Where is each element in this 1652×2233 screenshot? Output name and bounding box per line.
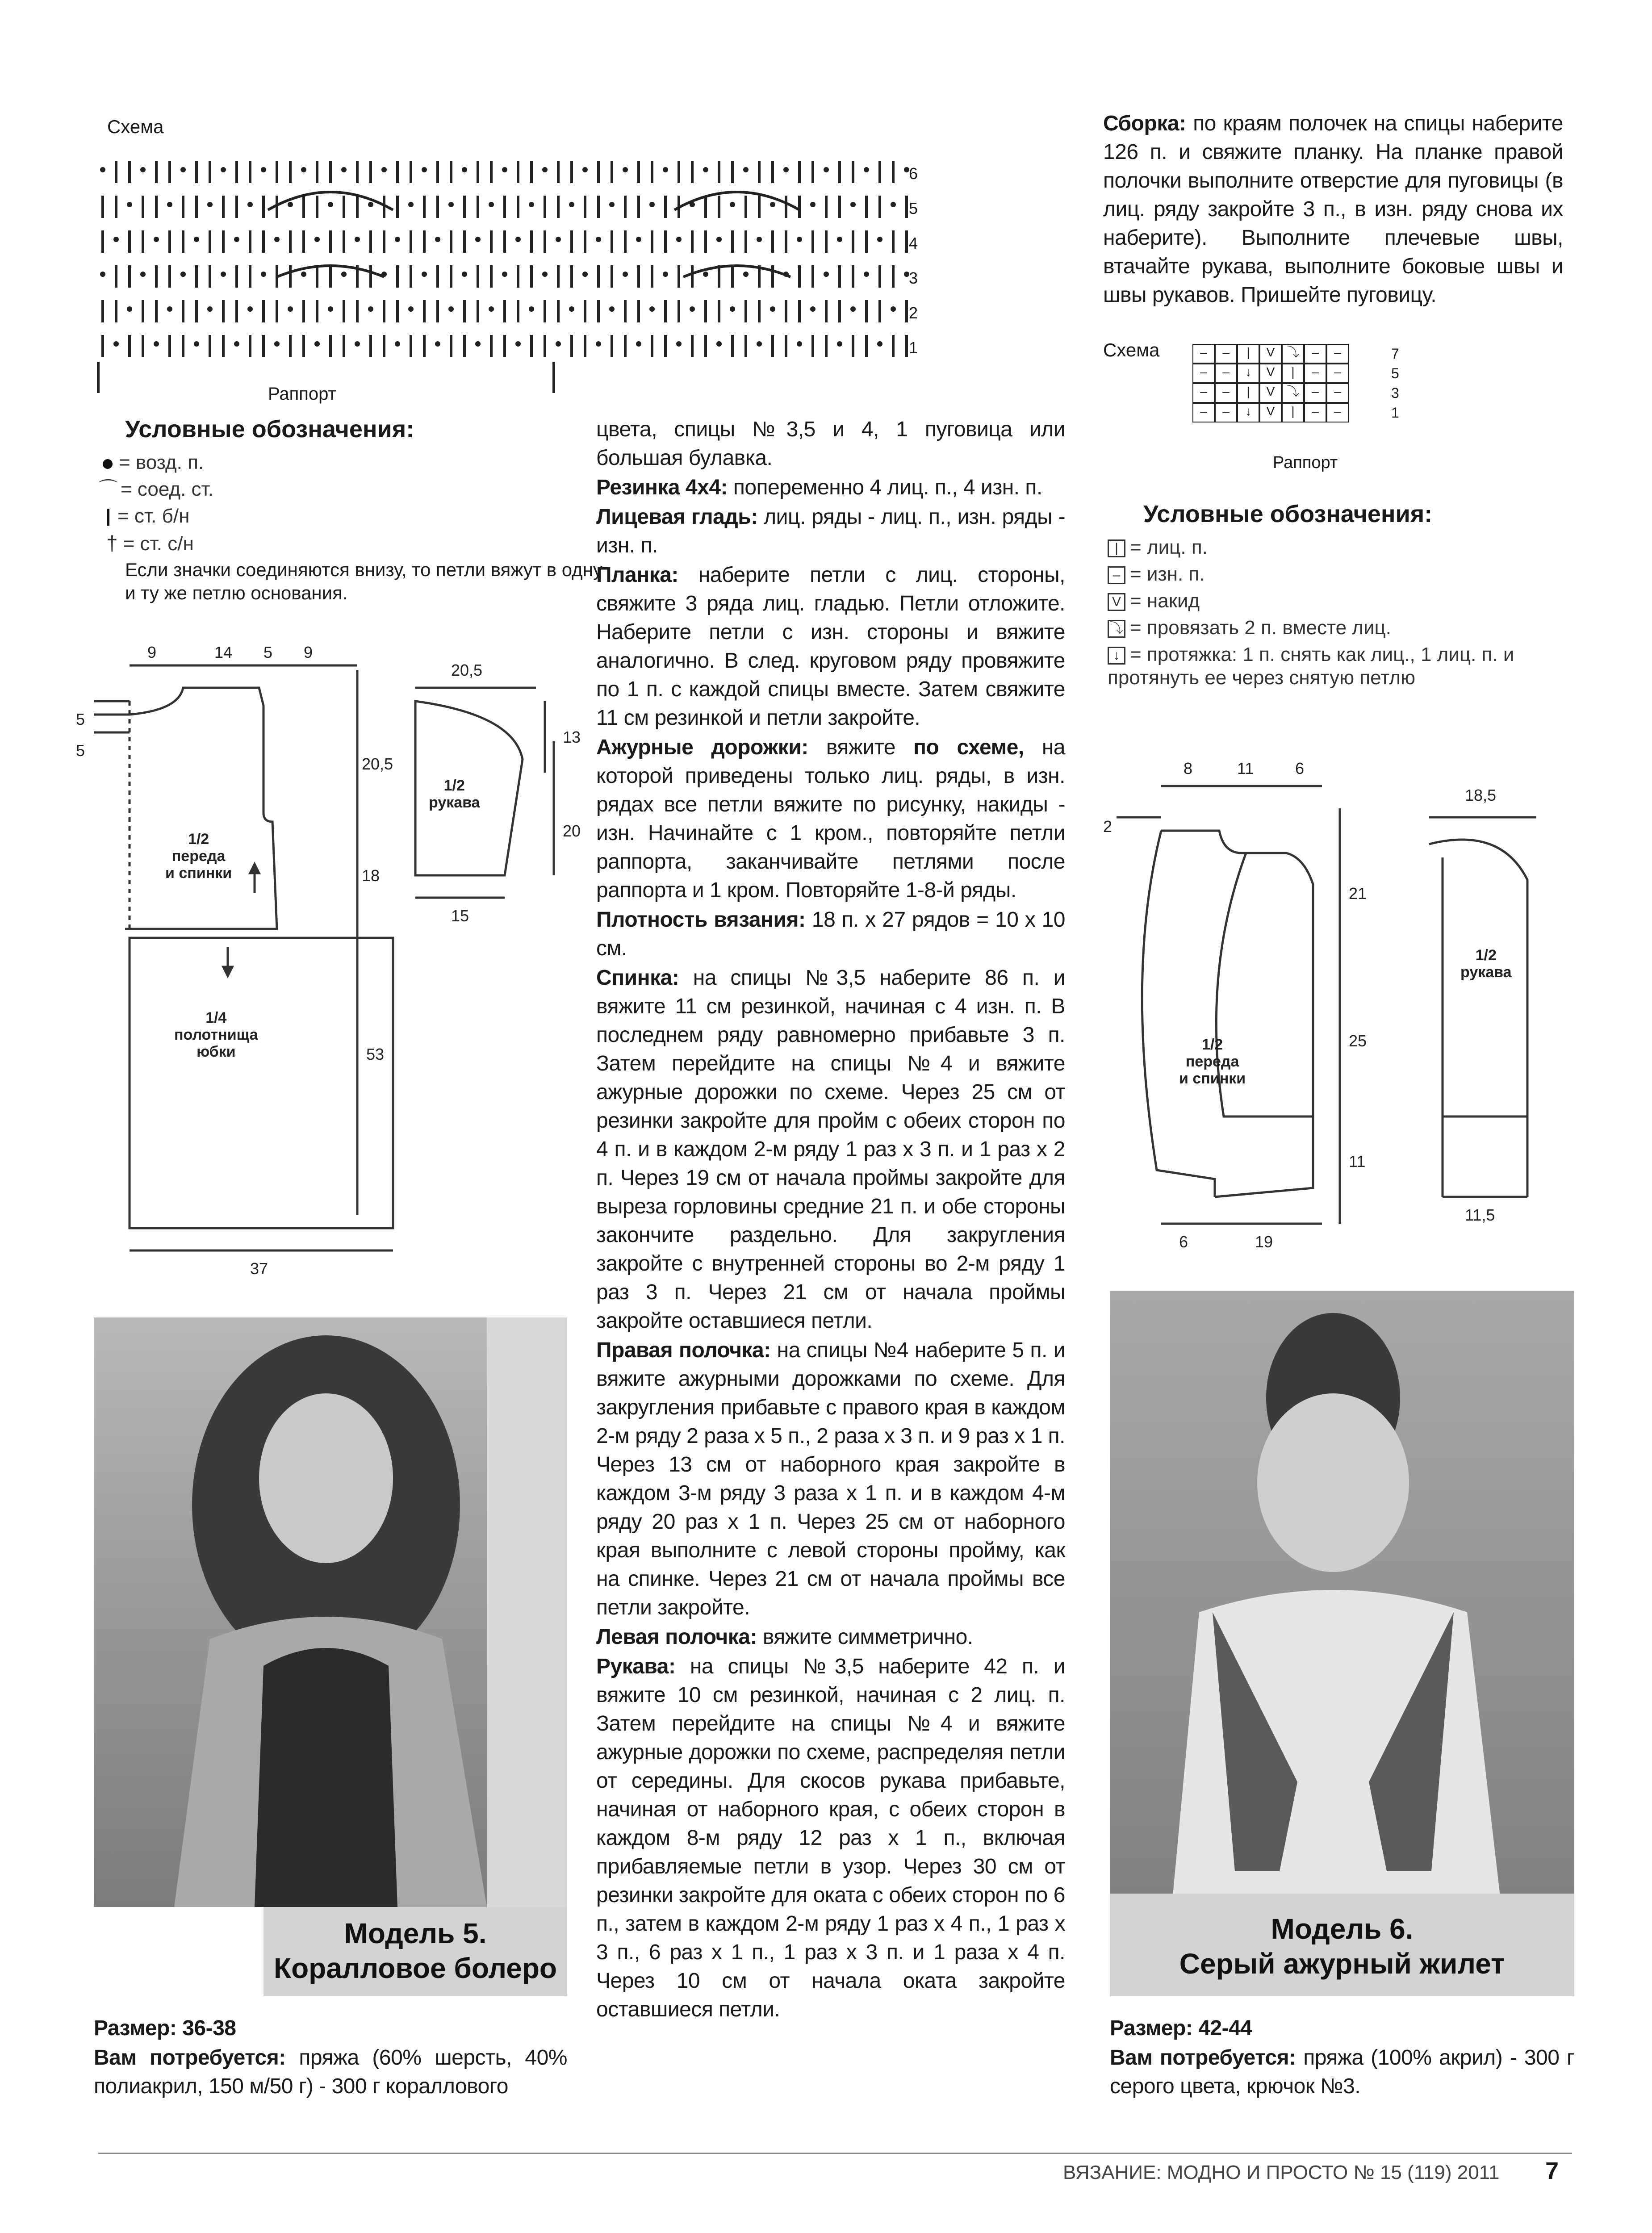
- knit-cell: –: [1215, 383, 1237, 403]
- chain-stitch-icon: [103, 459, 113, 469]
- r-sleeve-label: 1/2 рукава: [1460, 947, 1512, 981]
- legend-note: Если значки соединяются внизу, то петли вяжут в одну и ту же петлю основания.: [125, 559, 602, 603]
- knit-cell: |: [1282, 403, 1304, 422]
- para-materials-cont: цвета, спицы №3,5 и 4, 1 пуговица или большая булавка.: [596, 418, 1065, 470]
- legend-item-chain: = возд. п.: [103, 451, 204, 474]
- knit-cell: ↓: [1237, 403, 1259, 422]
- model5-photo: [94, 1317, 567, 1907]
- knit-cell: –: [1326, 344, 1349, 364]
- dim-top-2: 14: [214, 643, 233, 661]
- k2tog-icon: ⤵: [1108, 620, 1125, 638]
- knit-cell: –: [1192, 383, 1215, 403]
- legend-knit: | = лиц. п.: [1108, 536, 1208, 559]
- knit-cell: –: [1304, 344, 1326, 364]
- knit-cell: –: [1326, 403, 1349, 422]
- knit-cell: V: [1259, 383, 1282, 403]
- footer-page-number: 7: [1545, 2158, 1559, 2184]
- knit-cell: –: [1326, 364, 1349, 383]
- knit-scheme-repeat: Раппорт: [1273, 453, 1338, 472]
- knit-cell: |: [1237, 344, 1259, 364]
- sleeve-dim-1: 13: [563, 728, 581, 746]
- knit-cell: ⤵: [1282, 344, 1304, 364]
- r-dim-top-2: 11: [1237, 759, 1254, 778]
- model6-need-text: пряжа (100% акрил) - 300 г серого цвета, крючок №3.: [1110, 2046, 1574, 2098]
- knit-cell: ↓: [1237, 364, 1259, 383]
- scheme-row-numbers: 6 5 4 3 2 1: [909, 164, 918, 357]
- model6-caption-number: Модель 6.: [1271, 1913, 1414, 1945]
- para-stockinette: Лицевая гладь: лиц. ряды - лиц. п., изн. ряды - изн. п.: [596, 505, 1065, 557]
- model6-info: [1110, 2014, 1574, 2102]
- knit-scheme-rows: 7 5 3 1: [1391, 346, 1399, 421]
- model5-info: [94, 2014, 567, 2102]
- para-right-front: Правая полочка: на спицы №4 наберите 5 п. и вяжите ажурными дорожками по схеме. Для закругления прибавьте с правого края в каждом 2-м ряду 2 раза х 5 п., 2 раза х 3 п. и 9 раз х 1 п. Через 13 см от наборного края закройте в каждом 3-м ряду 3 раза х 1 п. и в каждом 4-м ряду 20 раз х 1 п. Через 25 см от наборного края выполните с левой стороны пройму, как на спинке. Через 21 см от начала проймы все петли закройте.: [596, 1338, 1066, 1619]
- dim-right-1: 20,5: [362, 755, 393, 773]
- r-sleeve-top: 18,5: [1465, 786, 1497, 804]
- footer-rule: [98, 2153, 1572, 2154]
- pattern-diagram-left: [67, 643, 603, 1295]
- model6-caption: [1110, 1894, 1574, 1996]
- model5-caption-title: Коралловое болеро: [274, 1952, 557, 1984]
- model5-caption-number: Модель 5.: [344, 1917, 487, 1949]
- model5-size-label: Размер:: [94, 2016, 177, 2040]
- dim-left-2: 5: [76, 741, 85, 760]
- crochet-symbol-grid: [80, 143, 938, 393]
- knit-stitch-icon: |: [1108, 539, 1125, 557]
- knit-cell: V: [1259, 403, 1282, 422]
- knit-cell: –: [1304, 403, 1326, 422]
- knit-cell: V: [1259, 364, 1282, 383]
- double-crochet-icon: †: [106, 531, 118, 555]
- r-sleeve-bottom: 11,5: [1465, 1206, 1495, 1224]
- knit-scheme: [1103, 339, 1451, 487]
- knit-cell: –: [1192, 344, 1215, 364]
- legend-yo: V = накид: [1108, 590, 1200, 613]
- purl-stitch-icon: –: [1108, 566, 1125, 584]
- para-rib: Резинка 4х4: попеременно 4 лиц. п., 4 изн. п.: [596, 476, 1042, 499]
- para-placket: Планка: наберите петли с лиц. стороны, свяжите 3 ряда лиц. гладью. Петли отложите. Наберите петли с изн. стороны и вяжите аналогично. В след. круговом ряду провяжите по 1 п. с каждой спицы вместе. Затем свяжите 11 см резинкой и петли закройте.: [596, 563, 1065, 730]
- pattern-outline-right: [1090, 750, 1608, 1259]
- front-label: 1/2 переда и спинки: [165, 831, 232, 882]
- model5-need-text: пряжа (60% шерсть, 40% полиакрил, 150 м/50 г) - 300 г кораллового: [94, 2046, 567, 2098]
- legend-left: [85, 415, 602, 621]
- model5-figure: [94, 1317, 567, 1907]
- r-dim-top-3: 6: [1295, 759, 1305, 778]
- yarn-over-icon: V: [1108, 593, 1125, 611]
- knit-cell: ⤵: [1282, 383, 1304, 403]
- model6-caption-title: Серый ажурный жилет: [1179, 1948, 1505, 1980]
- single-crochet-icon: [107, 509, 109, 526]
- knit-scheme-title: Схема: [1103, 339, 1160, 360]
- sleeve-label: 1/2 рукава: [429, 777, 480, 811]
- model6-size-label: Размер:: [1110, 2016, 1193, 2040]
- sleeve-top-dim: 20,5: [451, 661, 483, 679]
- r-dim-side-1: 2: [1103, 817, 1112, 836]
- knit-cell: –: [1192, 364, 1215, 383]
- legend-purl: – = изн. п.: [1108, 563, 1204, 586]
- sleeve-bottom-dim: 15: [451, 907, 469, 925]
- legend-psso: ↓ = протяжка: 1 п. снять как лиц., 1 лиц. п. и протянуть ее через снятую петлю: [1108, 644, 1514, 689]
- dim-top-1: 9: [147, 643, 157, 661]
- sleeve-dim-2: 20: [563, 822, 581, 840]
- para-gauge: Плотность вязания: 18 п. х 27 рядов = 10 х 10 см.: [596, 908, 1066, 960]
- dim-top-3: 5: [263, 643, 273, 661]
- model5-need-label: Вам потребуется:: [94, 2046, 286, 2070]
- dim-top-4: 9: [304, 643, 313, 661]
- legend-k2tog: ⤵ = провязать 2 п. вместе лиц.: [1108, 616, 1391, 640]
- scheme-repeat-label: Раппорт: [268, 384, 336, 404]
- knit-scheme-grid: [1192, 344, 1362, 451]
- legend-item-sc: = ст. б/н: [107, 505, 189, 528]
- knit-cell: –: [1215, 344, 1237, 364]
- r-dim-top-1: 8: [1184, 759, 1193, 778]
- dim-right-3: 53: [366, 1045, 385, 1063]
- r-dim-bottom-1: 6: [1179, 1233, 1188, 1251]
- knit-cell: |: [1237, 383, 1259, 403]
- legend-item-slip: ⌒ = соед. ст.: [98, 478, 214, 500]
- knit-cell: –: [1326, 383, 1349, 403]
- middle-column: [596, 415, 1065, 2025]
- pattern-diagram-right: [1090, 750, 1608, 1259]
- r-front-label: 1/2 переда и спинки: [1179, 1036, 1246, 1087]
- dim-left-1: 5: [76, 710, 85, 728]
- psso-icon: ↓: [1108, 647, 1125, 665]
- model6-need-label: Вам потребуется:: [1110, 2046, 1296, 2070]
- slip-stitch-icon: ⌒: [98, 478, 118, 500]
- r-dim-side-3: 25: [1349, 1032, 1367, 1050]
- model5-caption: [263, 1907, 567, 1996]
- legend-right: [1103, 500, 1594, 723]
- legend-item-dc: † = ст. с/н: [106, 531, 194, 555]
- crochet-scheme: [80, 107, 938, 411]
- dim-bottom: 37: [250, 1259, 268, 1278]
- knit-cell: –: [1304, 383, 1326, 403]
- para-sleeves: Рукава: на спицы №3,5 наберите 42 п. и вяжите 10 см резинкой, начиная с 2 лиц. п. Затем перейдите на спицы №4 и вяжите ажурные дорожки по схеме, распределяя петли от середины. Для скосов рукава прибавьте, начиная от наборного края, с обеих сторон в каждом 8-м ряду 12 раз х 1 п., включая прибавляемые петли в узор. Через 30 см от резинки закройте для оката с обеих сторон по 6 п., затем в каждом 2-м ряду 1 раз х 4 п., 1 раз х 3 п., 6 раз х 1 п., 1 раз х 3 п. и 1 раза х 4 п. Через 10 см от начала оката закройте оставшиеся петли.: [596, 1655, 1065, 2021]
- para-back: Спинка: на спицы №3,5 наберите 86 п. и вяжите 11 см резинкой, начиная с 4 изн. п. В последнем ряду равномерно прибавьте 3 п. Затем перейдите на спицы №4 и вяжите ажурные дорожки по схеме. Через 25 см от резинки закройте для пройм с обеих сторон по 4 п. и в каждом 2-м ряду 1 раз х 3 п. и 1 раз х 2 п. Через 19 см от начала проймы закройте для выреза горловины средние 21 п. и обе стороны закончите раздельно. Для закругления закройте с внутренней стороны во 2-м ряду 1 раз 3 п. Через 21 см от начала проймы закройте оставшиеся петли.: [596, 966, 1065, 1333]
- model6-size-value: 42-44: [1198, 2016, 1252, 2040]
- skirt-label: 1/4 полотнища юбки: [174, 1009, 258, 1060]
- knit-cell: –: [1215, 364, 1237, 383]
- knit-cell: –: [1192, 403, 1215, 422]
- model5-size-value: 36-38: [182, 2016, 236, 2040]
- footer-magazine: ВЯЗАНИЕ: МОДНО И ПРОСТО № 15 (119) 2011: [1063, 2162, 1500, 2183]
- r-dim-side-4: 11: [1349, 1152, 1366, 1171]
- legend-right-title: Условные обозначения:: [1143, 501, 1433, 527]
- legend-title: Условные обозначения:: [125, 416, 414, 443]
- model6-photo: [1110, 1291, 1574, 1996]
- pattern-outline-left: [67, 643, 603, 1295]
- assembly-text: Сборка: по краям полочек на спицы наберите 126 п. и свяжите планку. На планке правой полочки выполните отверстие для пуговицы (в лиц. ряду закройте 3 п., в изн. ряду снова их наберите). Выполните плечевые швы, втачайте рукава, выполните боковые швы и швы рукавов. Пришейте пуговицу.: [1103, 112, 1563, 307]
- dim-right-2: 18: [362, 866, 380, 885]
- knit-cell: –: [1304, 364, 1326, 383]
- scheme-title: Схема: [107, 116, 164, 137]
- knit-cell: –: [1215, 403, 1237, 422]
- r-dim-bottom-2: 19: [1255, 1233, 1273, 1251]
- para-left-front: Левая полочка: вяжите симметрично.: [596, 1625, 973, 1649]
- para-lace: Ажурные дорожки: вяжите по схеме, на которой приведены только лиц. ряды, в изн. рядах все петли вяжите по рисунку, накиды - изн. Начинайте с 1 кром., повторяйте петли раппорта, заканчивайте петлями после раппорта и 1 кром. Повторяйте 1-8-й ряды.: [596, 736, 1066, 902]
- knit-cell: V: [1259, 344, 1282, 364]
- knit-cell: |: [1282, 364, 1304, 383]
- r-dim-side-2: 21: [1349, 884, 1367, 903]
- model6-figure: [1110, 1291, 1574, 1996]
